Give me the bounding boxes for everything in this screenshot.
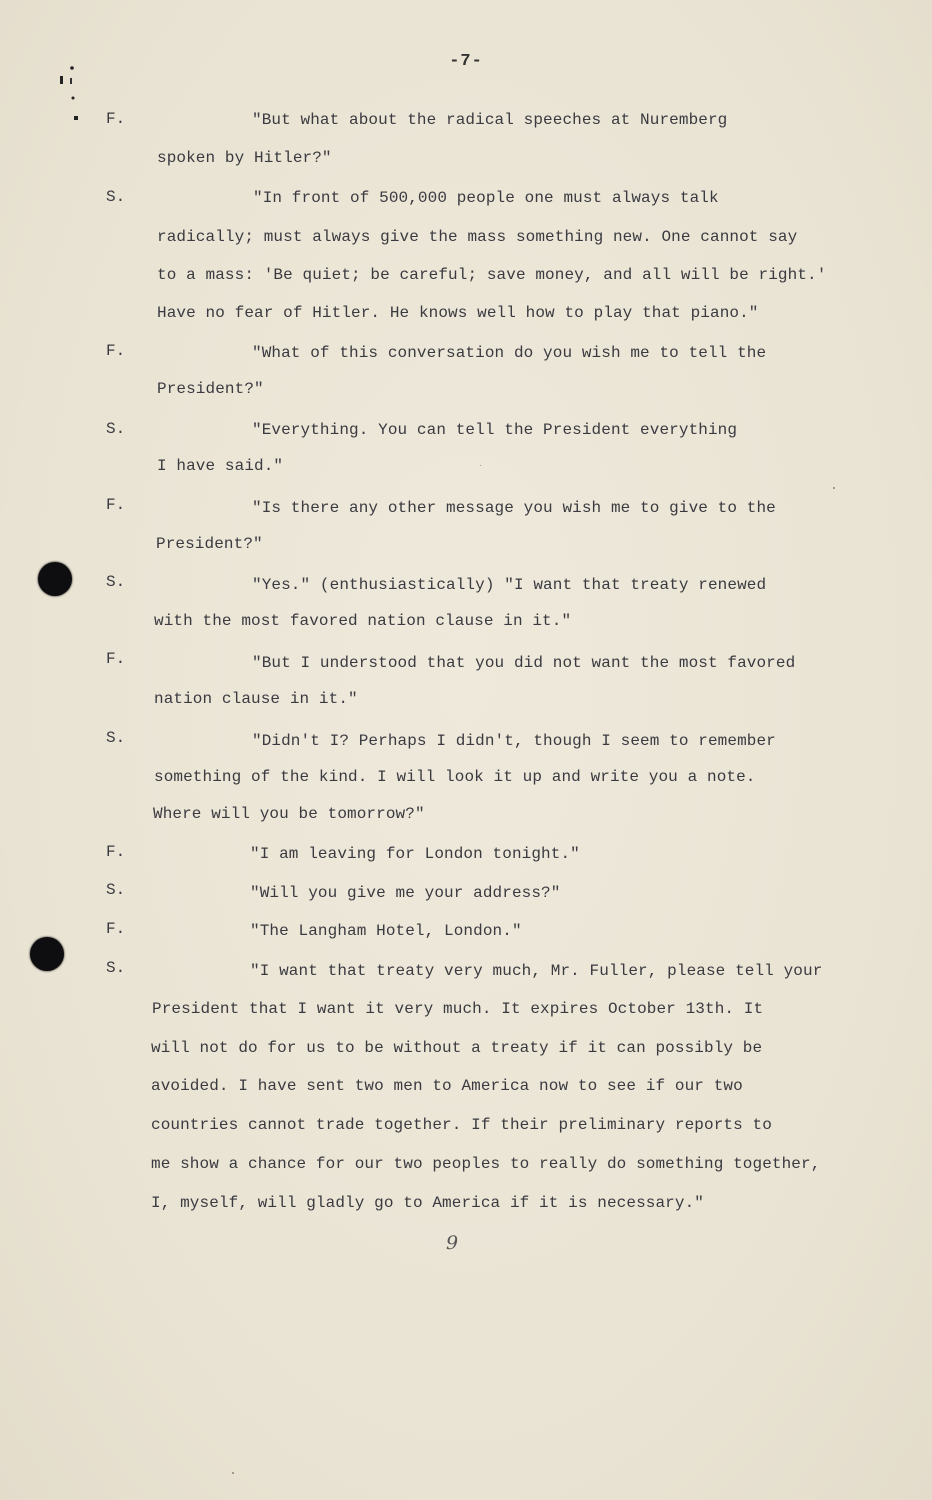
paper-speck: [833, 487, 835, 489]
transcript-line: to a mass: 'Be quiet; be careful; save money, and all will be right.': [157, 266, 827, 284]
speaker-label: F.: [106, 342, 126, 360]
speaker-label: F.: [106, 110, 126, 128]
transcript-line: countries cannot trade together. If their preliminary reports to: [151, 1116, 772, 1134]
speaker-label: F.: [106, 650, 126, 668]
speaker-label: S.: [106, 420, 126, 438]
transcript-line: "Didn't I? Perhaps I didn't, though I seem to remember: [252, 732, 776, 750]
transcript-line: "In front of 500,000 people one must always talk: [253, 189, 719, 207]
transcript-line: spoken by Hitler?": [157, 149, 332, 167]
speaker-label: F.: [106, 496, 126, 514]
transcript-line: President that I want it very much. It expires October 13th. It: [152, 1000, 764, 1018]
margin-dot: [72, 97, 75, 100]
punch-hole-lower: [30, 937, 64, 971]
transcript-line: Have no fear of Hitler. He knows well how to play that piano.": [157, 304, 759, 322]
speaker-label: S.: [106, 188, 126, 206]
transcript-line: "The Langham Hotel, London.": [250, 922, 522, 940]
transcript-line: something of the kind. I will look it up and write you a note.: [154, 768, 756, 786]
transcript-line: avoided. I have sent two men to America now to see if our two: [151, 1077, 743, 1095]
transcript-line: nation clause in it.": [154, 690, 358, 708]
transcript-line: radically; must always give the mass something new. One cannot say: [157, 228, 798, 246]
margin-dot: [70, 66, 74, 70]
speaker-label: F.: [106, 920, 126, 938]
speaker-label: F.: [106, 843, 126, 861]
speaker-label: S.: [106, 881, 126, 899]
transcript-line: "But I understood that you did not want the most favored: [252, 654, 796, 672]
margin-marks: [48, 62, 88, 132]
paper-speck: [480, 465, 481, 466]
transcript-line: I have said.": [157, 457, 284, 475]
transcript-line: will not do for us to be without a treaty if it can possibly be: [151, 1039, 763, 1057]
speaker-label: S.: [106, 959, 126, 977]
transcript-line: "What of this conversation do you wish me to tell the: [252, 344, 767, 362]
transcript-line: "Will you give me your address?": [250, 884, 561, 902]
transcript-line: with the most favored nation clause in it.": [154, 612, 572, 630]
transcript-line: Where will you be tomorrow?": [153, 805, 425, 823]
margin-mark: [74, 116, 78, 120]
transcript-line: "Is there any other message you wish me to give to the: [252, 499, 776, 517]
paper-speck: [232, 1472, 234, 1474]
transcript-line: I, myself, will gladly go to America if it is necessary.": [151, 1194, 704, 1212]
margin-mark: [70, 78, 72, 84]
speaker-label: S.: [106, 729, 126, 747]
transcript-line: "Yes." (enthusiastically) "I want that treaty renewed: [252, 576, 767, 594]
transcript-line: President?": [156, 535, 263, 553]
punch-hole-upper: [38, 562, 72, 596]
handwritten-folio-number: 9: [446, 1232, 459, 1254]
page-number: -7-: [449, 52, 483, 71]
transcript-line: "I am leaving for London tonight.": [250, 845, 580, 863]
transcript-line: President?": [157, 380, 264, 398]
margin-mark: [60, 76, 63, 84]
transcript-line: "But what about the radical speeches at Nuremberg: [252, 111, 728, 129]
transcript-line: me show a chance for our two peoples to really do something together,: [151, 1155, 821, 1173]
transcript-line: "I want that treaty very much, Mr. Fuller, please tell your: [250, 962, 823, 980]
transcript-line: "Everything. You can tell the President everything: [252, 421, 738, 439]
speaker-label: S.: [106, 573, 126, 591]
